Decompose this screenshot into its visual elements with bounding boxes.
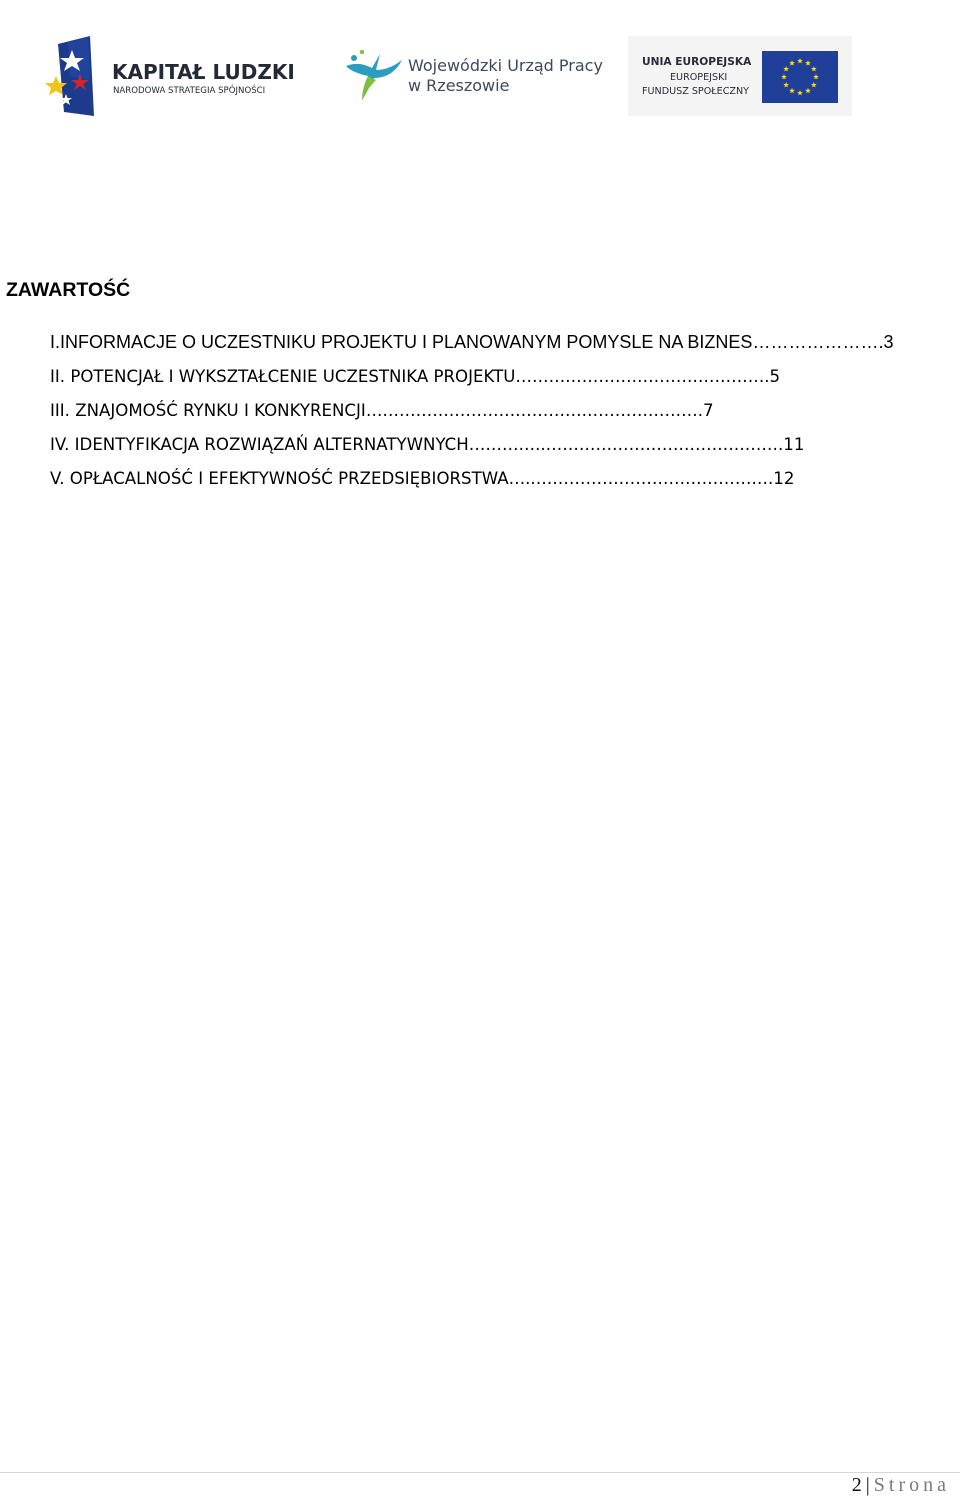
wup-title-line1: Wojewódzki Urząd Pracy (408, 56, 603, 75)
toc-entry-dots: …………..…………………………………… (468, 435, 778, 454)
eu-fund-line1: EUROPEJSKI (670, 72, 728, 83)
page-separator: | (865, 1474, 870, 1496)
toc-entry-dots: ………………… (752, 332, 879, 352)
toc-entry-page: .7 (697, 401, 714, 420)
page-number: 2 (851, 1474, 862, 1496)
toc-entry-label: V. OPŁACALNOŚĆ I EFEKTYWNOŚĆ PRZEDSIĘBIORSTWA (50, 469, 509, 488)
toc-entry-page: .3 (878, 332, 894, 352)
toc-entry-page: .12 (768, 469, 795, 488)
toc-entry-dots: …..…………………………………… (508, 469, 769, 488)
kapital-ludzki-logo (44, 36, 294, 120)
toc-entry-dots: ……………………………………… (515, 367, 765, 386)
toc-entry-label: I.INFORMACJE O UCZESTNIKU PROJEKTU I PLANOWANYM POMYSLE NA BIZNES (50, 332, 753, 352)
wup-rzeszow-logo (342, 44, 612, 104)
page-word: Strona (873, 1474, 950, 1496)
toc-entry-page: .5 (764, 367, 781, 386)
kapital-ludzki-subtitle: NARODOWA STRATEGIA SPÓJNOŚCI (113, 86, 266, 96)
eu-title: UNIA EUROPEJSKA (642, 56, 752, 68)
toc-entry[interactable] (50, 435, 804, 455)
wup-title-line2: w Rzeszowie (408, 76, 510, 95)
toc-entry-page: .11 (778, 435, 805, 454)
bird-icon (342, 44, 404, 104)
toc-heading: ZAWARTOŚĆ (6, 279, 131, 301)
page-footer (852, 1474, 950, 1497)
footer-divider (0, 1472, 960, 1473)
stars-flag-icon (44, 36, 108, 120)
toc-entry-label: IV. IDENTYFIKACJA ROZWIĄZAŃ ALTERNATYWNYCH (50, 435, 469, 454)
eu-fund-line2: FUNDUSZ SPOŁECZNY (642, 86, 750, 97)
toc-entry-label: II. POTENCJAŁ I WYKSZTAŁCENIE UCZESTNIKA PROJEKTU (50, 367, 516, 386)
toc-entry[interactable] (50, 469, 794, 489)
header-logos (0, 0, 960, 130)
toc-entry[interactable] (50, 332, 893, 352)
toc-entry-label: III. ZNAJOMOŚĆ RYNKU I KONKYRENCJI (50, 401, 366, 420)
toc-entry-dots: …………………………………………………… (365, 401, 698, 420)
eu-flag-icon (762, 51, 838, 103)
toc-entry[interactable] (50, 367, 780, 387)
kapital-ludzki-title: KAPITAŁ LUDZKI (112, 60, 295, 84)
toc-entry[interactable] (50, 401, 714, 421)
eu-logo (628, 36, 852, 116)
